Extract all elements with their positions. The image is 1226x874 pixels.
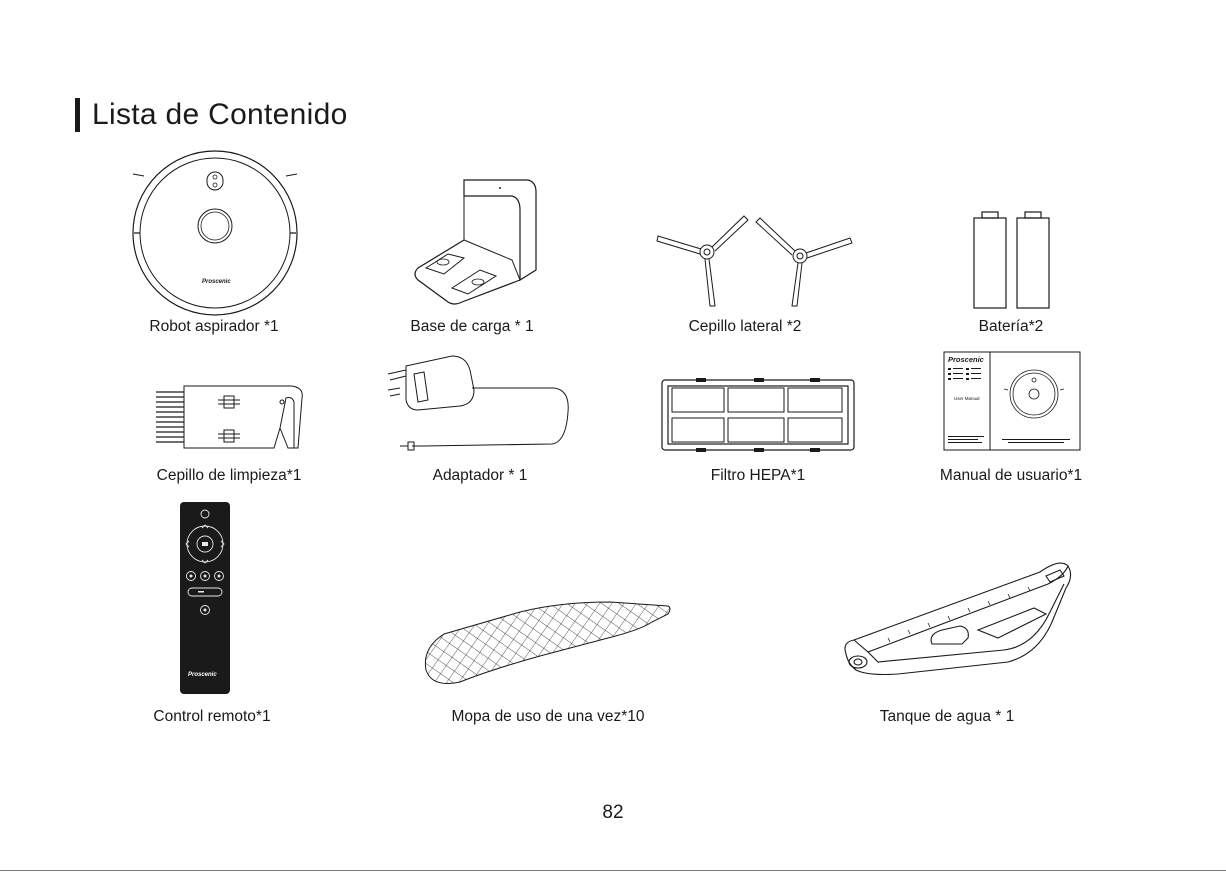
caption-adapter: Adaptador * 1 [432,467,528,484]
caption-hepa: Filtro HEPA*1 [710,467,806,484]
robot-brand: Proscenic [202,279,231,285]
hepa-filter-icon [660,376,856,454]
caption-tank: Tanque de agua * 1 [879,708,1015,725]
caption-dock: Base de carga * 1 [410,318,534,335]
page-title: Lista de Contenido [92,98,348,131]
title-accent-bar [75,98,80,132]
remote-brand: Proscenic [188,672,217,678]
caption-side-brush: Cepillo lateral *2 [688,318,802,335]
caption-manual: Manual de usuario*1 [939,467,1083,484]
battery-icon [968,208,1058,310]
caption-mop: Mopa de uso de una vez*10 [451,708,645,725]
water-tank-icon [838,558,1078,678]
caption-cleaning-brush: Cepillo de limpieza*1 [156,467,302,484]
power-adapter-icon [384,352,574,458]
caption-remote: Control remoto*1 [153,708,271,725]
page-number: 82 [602,802,624,823]
cleaning-tool-icon [154,382,306,456]
remote-control-icon [178,500,232,696]
footer-rule [0,870,1226,871]
robot-vacuum-icon [130,148,300,318]
side-brush-icon [652,210,858,310]
page-title-group [75,98,348,132]
caption-robot: Robot aspirador *1 [149,318,279,335]
charging-dock-icon [408,170,548,310]
disposable-mop-icon [420,598,674,688]
manual-cover-title: User Manual [954,396,980,401]
caption-battery: Batería*2 [978,318,1044,335]
user-manual-icon [942,350,1082,452]
manual-brand: Proscenic [948,355,984,364]
